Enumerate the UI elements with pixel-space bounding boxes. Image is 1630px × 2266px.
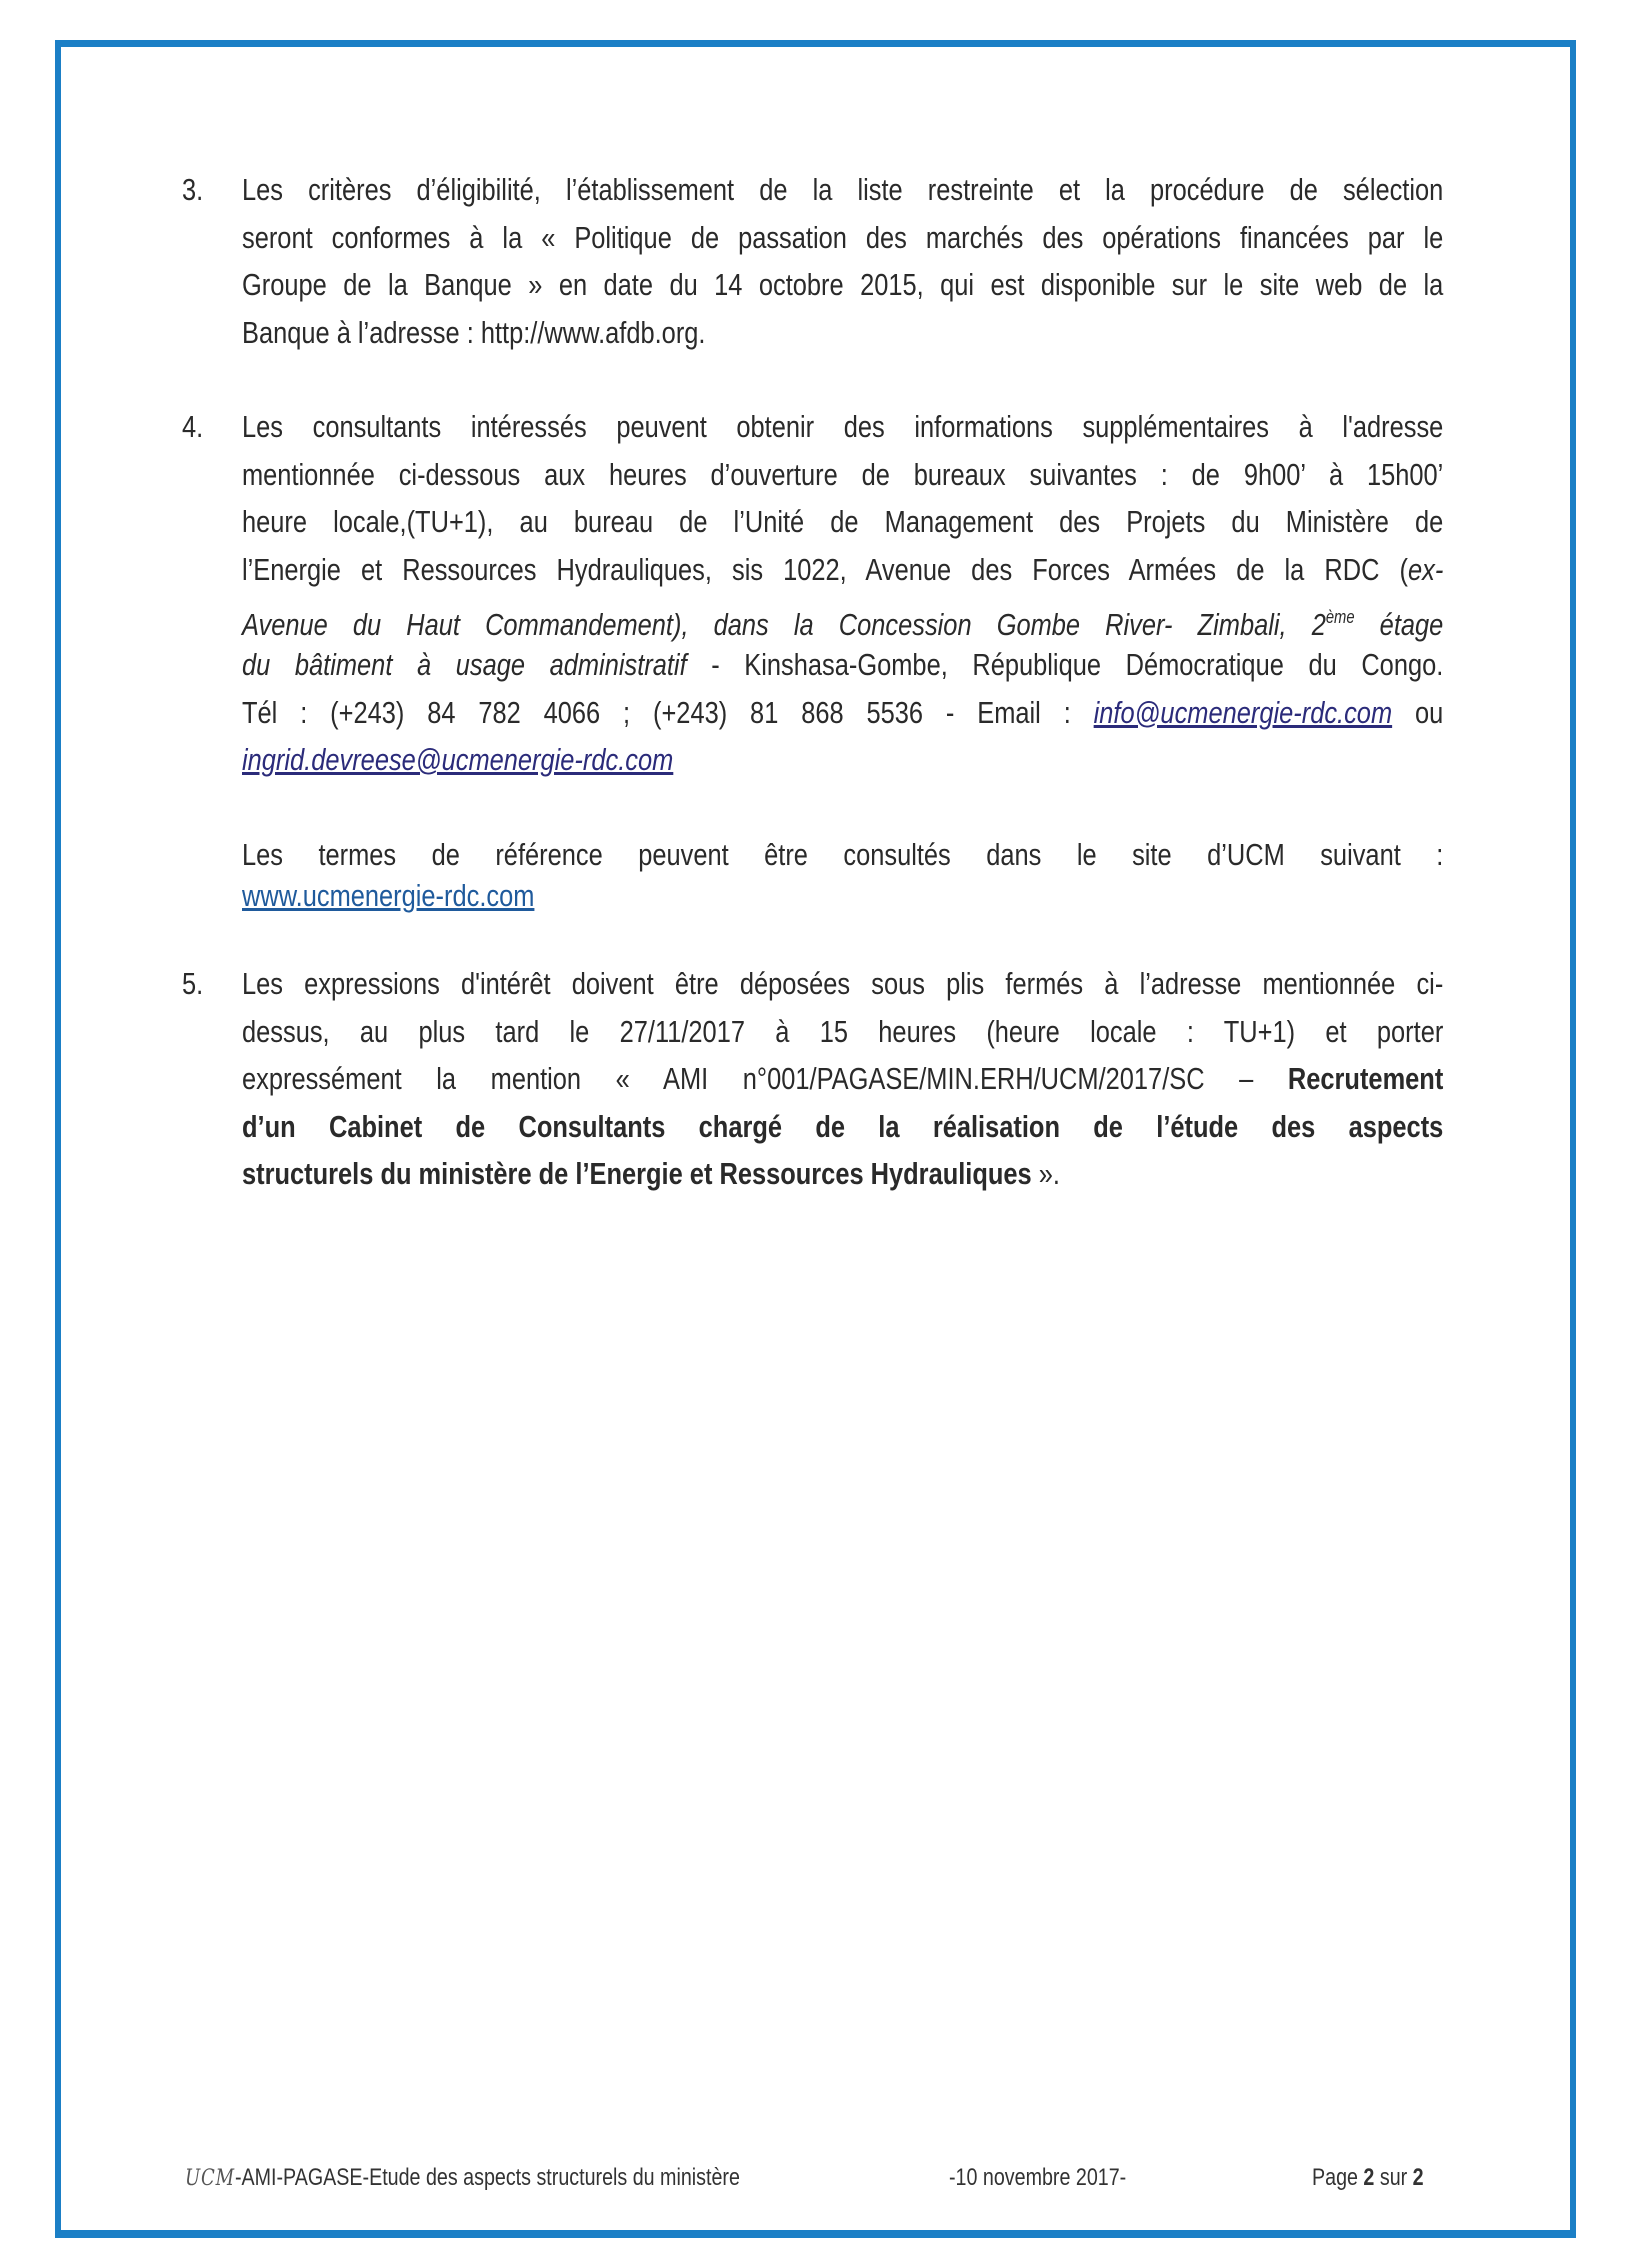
text-segment: heure locale,(TU+1), au bureau de l’Unité de Management des Projets du Ministère de (242, 504, 1444, 540)
text-segment: Groupe de la Banque » en date du 14 octobre 2015, qui est disponible sur le site web de la (242, 267, 1444, 303)
text-segment: Les expressions d'intérêt doivent être déposées sous plis fermés à l’adresse mentionnée ci- (242, 966, 1444, 1001)
text-line (242, 965, 1443, 1003)
item-number: 3. (182, 172, 204, 207)
text-line (242, 1155, 1443, 1193)
text-segment: Les critères d’éligibilité, l’établissement de la liste restreinte et la procédure de sélection (242, 172, 1444, 207)
text-segment: l’Energie et Ressources Hydrauliques, sis 1022, Avenue des Forces Armées de la RDC ( (242, 551, 1408, 587)
text-segment: Les consultants intéressés peuvent obtenir des informations supplémentaires à l'adresse (242, 409, 1444, 444)
text-segment: Tél : (+243) 84 782 4066 ; (+243) 81 868 5536 - Email : (242, 694, 1094, 730)
text-line (242, 646, 1443, 684)
text-line (242, 1060, 1443, 1098)
page-total: 2 (1412, 2164, 1424, 2191)
text-segment: d’un Cabinet de Consultants chargé de la réalisation de l’étude des aspects (242, 1108, 1444, 1144)
text-line (242, 551, 1443, 589)
superscript: ème (1325, 607, 1355, 628)
text-segment: seront conformes à la « Politique de passation des marchés des opérations financées par le (242, 219, 1444, 255)
text-line (242, 314, 1443, 352)
page-number (1312, 2164, 1424, 2192)
text-line (242, 503, 1443, 541)
text-segment: Recrutement (1287, 1061, 1444, 1097)
text-line (242, 877, 1443, 915)
text-line (242, 408, 1443, 446)
text-line (242, 1013, 1443, 1051)
text-line (242, 456, 1443, 494)
text-line (242, 694, 1443, 732)
text-segment: ex- (1407, 551, 1444, 587)
page-prefix: Page (1312, 2164, 1364, 2191)
text-segment: du bâtiment à usage administratif (242, 647, 687, 682)
text-segment: dessus, au plus tard le 27/11/2017 à 15 heures (heure locale : TU+1) et porter (242, 1013, 1444, 1049)
footer-title-text: -AMI-PAGASE-Etude des aspects structurels du ministère (234, 2164, 740, 2191)
text-segment: Banque à l’adresse : http://www.afdb.org. (242, 314, 706, 350)
text-line (242, 598, 1444, 643)
page-current: 2 (1363, 2164, 1375, 2191)
text-line (242, 741, 1443, 779)
page-sep: sur (1374, 2164, 1413, 2191)
text-line (242, 219, 1443, 257)
text-segment: structurels du ministère de l’Energie et Ressources Hydrauliques (242, 1156, 1032, 1192)
text-segment: Les termes de référence peuvent être consultés dans le site d’UCM suivant : (242, 837, 1444, 872)
link[interactable]: www.ucmenergie-rdc.com (242, 878, 535, 913)
text-segment: mentionnée ci-dessous aux heures d’ouverture de bureaux suivantes : de 9h00’ à 15h00’ (242, 456, 1444, 492)
text-segment: ou (1392, 694, 1444, 730)
text-line (242, 836, 1443, 874)
text-line (242, 171, 1443, 209)
footer-date: -10 novembre 2017- (949, 2164, 1127, 2191)
text-segment: - Kinshasa-Gombe, République Démocratique du Congo. (686, 647, 1444, 682)
text-segment: étage (1354, 607, 1444, 643)
text-segment: expressément la mention « AMI n°001/PAGASE/MIN.ERH/UCM/2017/SC – (242, 1061, 1288, 1097)
footer-title (185, 2164, 740, 2193)
text-segment: ». (1031, 1156, 1060, 1192)
item-number: 4. (182, 409, 204, 444)
text-line (242, 1108, 1443, 1146)
text-line (242, 266, 1443, 304)
item-number: 5. (182, 966, 204, 1001)
ucm-logo: UCM (185, 2166, 235, 2191)
link[interactable]: ingrid.devreese@ucmenergie-rdc.com (242, 742, 674, 778)
link[interactable]: info@ucmenergie-rdc.com (1093, 694, 1393, 730)
text-segment: Avenue du Haut Commandement), dans la Concession Gombe River- Zimbali, 2 (242, 607, 1326, 643)
